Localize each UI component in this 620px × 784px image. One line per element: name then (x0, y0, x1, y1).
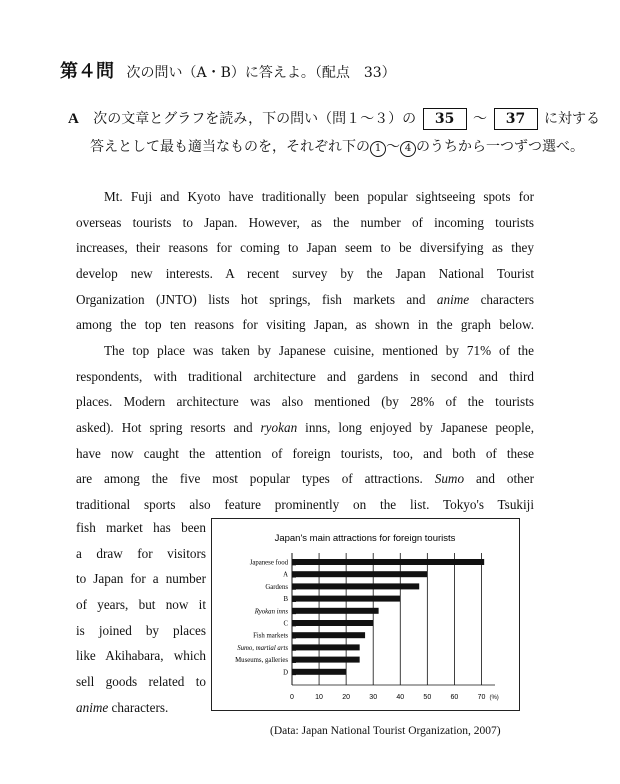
tick-label: 30 (369, 694, 378, 701)
passage-line: develop new interests. A recent survey by the Japan National Tourist (76, 266, 534, 282)
bar (292, 596, 400, 602)
passage-paragraph-3 (76, 515, 206, 721)
part-a-instruction-line1 (68, 108, 600, 130)
category-label: C (283, 620, 288, 628)
sumo-italic: Sumo (434, 471, 465, 487)
passage-line: sell goods related to (76, 674, 206, 690)
tick-unit: (%) (489, 695, 499, 701)
chart-title: Japan's main attractions for foreign tourists (274, 533, 456, 544)
part-a-label: A (68, 111, 79, 127)
tilde-2: ～ (386, 139, 400, 155)
passage-text: characters (480, 291, 535, 307)
bar (292, 669, 346, 675)
instruction-text-1: 次の文章とグラフを読み，下の問い（問１～３）の (93, 111, 417, 127)
passage-line: Mt. Fuji and Kyoto have traditionally been popular sightseeing spots for (104, 189, 534, 204)
passage-line: have now caught the attention of foreign tourists, too, and both of these (76, 445, 534, 461)
passage-text: asked). Hot spring resorts and (76, 420, 253, 436)
passage-line: a draw for visitors (76, 545, 206, 561)
bar (292, 559, 484, 565)
answer-box-35: 35 (423, 108, 467, 130)
bar (292, 644, 360, 650)
passage-line: overseas tourists to Japan. However, as the number of incoming tourists (76, 214, 534, 230)
passage-text: and other (475, 471, 534, 487)
bar (292, 620, 373, 626)
ryokan-italic: ryokan (260, 420, 298, 436)
category-label: Gardens (265, 583, 288, 591)
category-label: B (283, 596, 288, 604)
passage-paragraph-1 (76, 184, 534, 338)
passage-line: respondents, with traditional architecture and gardens in second and third (76, 368, 534, 384)
tick-label: 20 (342, 694, 351, 701)
passage-line: among the top ten reasons for visiting Japan, as shown in the graph below. (76, 317, 534, 333)
answer-box-37: 37 (494, 108, 538, 130)
passage-paragraph-2 (76, 338, 534, 518)
passage-line: of years, but now it (76, 597, 206, 613)
passage-line: fish market has been (76, 520, 206, 535)
passage-line (76, 466, 534, 492)
passage-line: to Japan for a number (76, 571, 206, 587)
question-instruction: 次の問い（A・B）に答えよ。（配点 33） (126, 65, 396, 81)
anime-italic: anime (76, 699, 109, 715)
tick-label: 60 (450, 694, 459, 701)
instruction-text-2: 答えとして最も適当なものを，それぞれ下の (90, 139, 370, 155)
category-label: D (283, 669, 288, 677)
question-number: 第４問 (60, 61, 114, 82)
tick-label: 10 (315, 694, 323, 701)
passage-text: characters. (111, 699, 169, 715)
passage-line (76, 287, 534, 313)
part-a-instruction-line2 (90, 136, 584, 157)
tilde: ～ (473, 111, 488, 127)
tick-label: 50 (423, 694, 432, 701)
passage-line: The top place was taken by Japanese cuisine, mentioned by 71% of the (104, 343, 534, 358)
question-heading (60, 57, 396, 83)
bar-chart (212, 519, 519, 710)
passage-text: inns, long enjoyed by Japanese people, (305, 420, 534, 436)
tick-label: 0 (290, 694, 294, 701)
tick-label: 40 (396, 694, 405, 701)
passage-text: are among the five most popular types of attractions. (76, 471, 423, 487)
data-source: (Data: Japan National Tourist Organization, 2007) (270, 725, 501, 737)
category-label: Japanese food (249, 559, 288, 567)
passage-line (76, 415, 534, 441)
bar (292, 632, 365, 638)
category-label: Ryokan inns (254, 608, 288, 616)
passage-text: Organization (JNTO) lists hot springs, fish markets and (76, 291, 426, 307)
bar (292, 571, 427, 577)
circled-number-1: 1 (370, 141, 386, 157)
category-label: Sumo, martial arts (237, 644, 288, 652)
circled-number-4: 4 (400, 141, 416, 157)
chart-frame (211, 518, 520, 711)
passage-line: like Akihabara, which (76, 648, 206, 664)
instruction-text-2-end: のうちから一つずつ選べ。 (416, 139, 584, 155)
passage-line: is joined by places (76, 622, 206, 638)
category-label: Museums, galleries (235, 657, 288, 665)
passage-line (76, 695, 206, 721)
instruction-text-1-end: に対する (543, 111, 600, 127)
bar (292, 608, 379, 614)
tick-label: 70 (477, 694, 486, 701)
bar (292, 657, 360, 663)
passage-line: places. Modern architecture was also mentioned (by 28% of the tourists (76, 394, 534, 410)
passage-line: increases, their reasons for coming to Japan seem to be diversifying as they (76, 240, 534, 256)
anime-italic: anime (436, 291, 470, 307)
passage-line: traditional sports also feature prominently on the list. Tokyo's Tsukiji (76, 497, 534, 513)
bar (292, 583, 419, 589)
category-label: Fish markets (253, 632, 288, 640)
category-label: A (283, 571, 288, 579)
